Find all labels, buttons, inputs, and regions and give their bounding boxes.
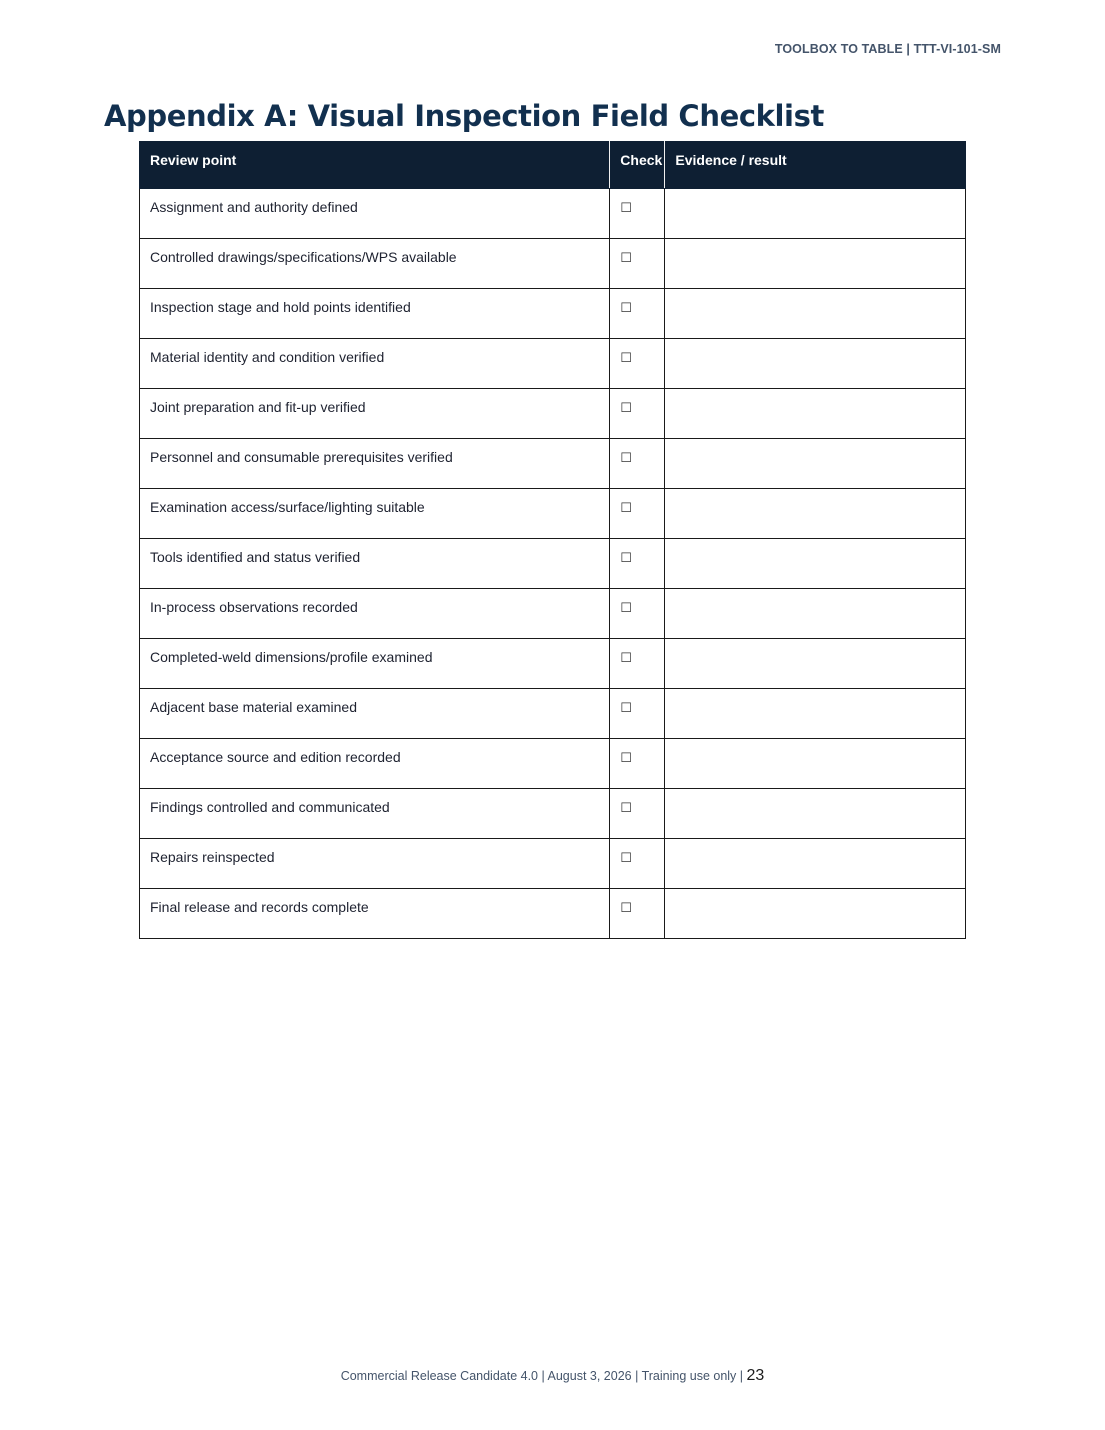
review-point-cell: Final release and records complete (140, 889, 610, 939)
running-footer (0, 1367, 1105, 1385)
check-cell (610, 289, 665, 339)
table-row (140, 489, 966, 539)
evidence-result-cell[interactable] (665, 639, 966, 689)
check-cell (610, 189, 665, 239)
evidence-result-cell[interactable] (665, 839, 966, 889)
checkbox-icon[interactable]: ☐ (620, 401, 632, 416)
review-point-cell: Joint preparation and fit-up verified (140, 389, 610, 439)
table-header-row (140, 142, 966, 189)
checkbox-icon[interactable]: ☐ (620, 651, 632, 666)
inspection-checklist-table (139, 141, 966, 939)
evidence-result-cell[interactable] (665, 489, 966, 539)
evidence-result-cell[interactable] (665, 439, 966, 489)
table-row (140, 439, 966, 489)
table-row (140, 289, 966, 339)
checkbox-icon[interactable]: ☐ (620, 801, 632, 816)
check-cell (610, 239, 665, 289)
evidence-result-cell[interactable] (665, 589, 966, 639)
review-point-cell: Findings controlled and communicated (140, 789, 610, 839)
evidence-result-cell[interactable] (665, 389, 966, 439)
table-row (140, 339, 966, 389)
check-cell (610, 589, 665, 639)
checkbox-icon[interactable]: ☐ (620, 501, 632, 516)
check-cell (610, 639, 665, 689)
review-point-cell: Controlled drawings/specifications/WPS available (140, 239, 610, 289)
check-cell (610, 489, 665, 539)
evidence-result-cell[interactable] (665, 689, 966, 739)
table-row (140, 689, 966, 739)
evidence-result-cell[interactable] (665, 739, 966, 789)
column-header-check: Check (610, 142, 665, 189)
check-cell (610, 539, 665, 589)
running-header: TOOLBOX TO TABLE | TTT-VI-101-SM (774, 42, 1001, 56)
check-cell (610, 889, 665, 939)
check-cell (610, 339, 665, 389)
evidence-result-cell[interactable] (665, 189, 966, 239)
checkbox-icon[interactable]: ☐ (620, 701, 632, 716)
table-row (140, 389, 966, 439)
evidence-result-cell[interactable] (665, 539, 966, 589)
checkbox-icon[interactable]: ☐ (620, 601, 632, 616)
check-cell (610, 439, 665, 489)
page-number: 23 (746, 1367, 765, 1384)
checkbox-icon[interactable]: ☐ (620, 251, 632, 266)
checkbox-icon[interactable]: ☐ (620, 201, 632, 216)
table-row (140, 539, 966, 589)
table-row (140, 739, 966, 789)
evidence-result-cell[interactable] (665, 789, 966, 839)
page-title: Appendix A: Visual Inspection Field Checklist (104, 99, 824, 133)
evidence-result-cell[interactable] (665, 289, 966, 339)
review-point-cell: Assignment and authority defined (140, 189, 610, 239)
review-point-cell: Examination access/surface/lighting suitable (140, 489, 610, 539)
checklist-body (140, 189, 966, 939)
evidence-result-cell[interactable] (665, 889, 966, 939)
review-point-cell: Acceptance source and edition recorded (140, 739, 610, 789)
checkbox-icon[interactable]: ☐ (620, 551, 632, 566)
table-row (140, 589, 966, 639)
table-row (140, 889, 966, 939)
review-point-cell: In-process observations recorded (140, 589, 610, 639)
checkbox-icon[interactable]: ☐ (620, 451, 632, 466)
column-header-evidence: Evidence / result (665, 142, 966, 189)
check-cell (610, 739, 665, 789)
column-header-review-point: Review point (140, 142, 610, 189)
footer-text: Commercial Release Candidate 4.0 | August 3, 2026 | Training use only | (340, 1369, 747, 1383)
checkbox-icon[interactable]: ☐ (620, 301, 632, 316)
check-cell (610, 689, 665, 739)
table-row (140, 239, 966, 289)
check-cell (610, 389, 665, 439)
review-point-cell: Completed-weld dimensions/profile examined (140, 639, 610, 689)
review-point-cell: Tools identified and status verified (140, 539, 610, 589)
table-row (140, 789, 966, 839)
evidence-result-cell[interactable] (665, 339, 966, 389)
table-row (140, 839, 966, 889)
review-point-cell: Personnel and consumable prerequisites verified (140, 439, 610, 489)
checkbox-icon[interactable]: ☐ (620, 751, 632, 766)
review-point-cell: Repairs reinspected (140, 839, 610, 889)
checkbox-icon[interactable]: ☐ (620, 351, 632, 366)
review-point-cell: Material identity and condition verified (140, 339, 610, 389)
evidence-result-cell[interactable] (665, 239, 966, 289)
table-row (140, 639, 966, 689)
checkbox-icon[interactable]: ☐ (620, 901, 632, 916)
review-point-cell: Adjacent base material examined (140, 689, 610, 739)
table-row (140, 189, 966, 239)
review-point-cell: Inspection stage and hold points identified (140, 289, 610, 339)
checkbox-icon[interactable]: ☐ (620, 851, 632, 866)
check-cell (610, 839, 665, 889)
check-cell (610, 789, 665, 839)
